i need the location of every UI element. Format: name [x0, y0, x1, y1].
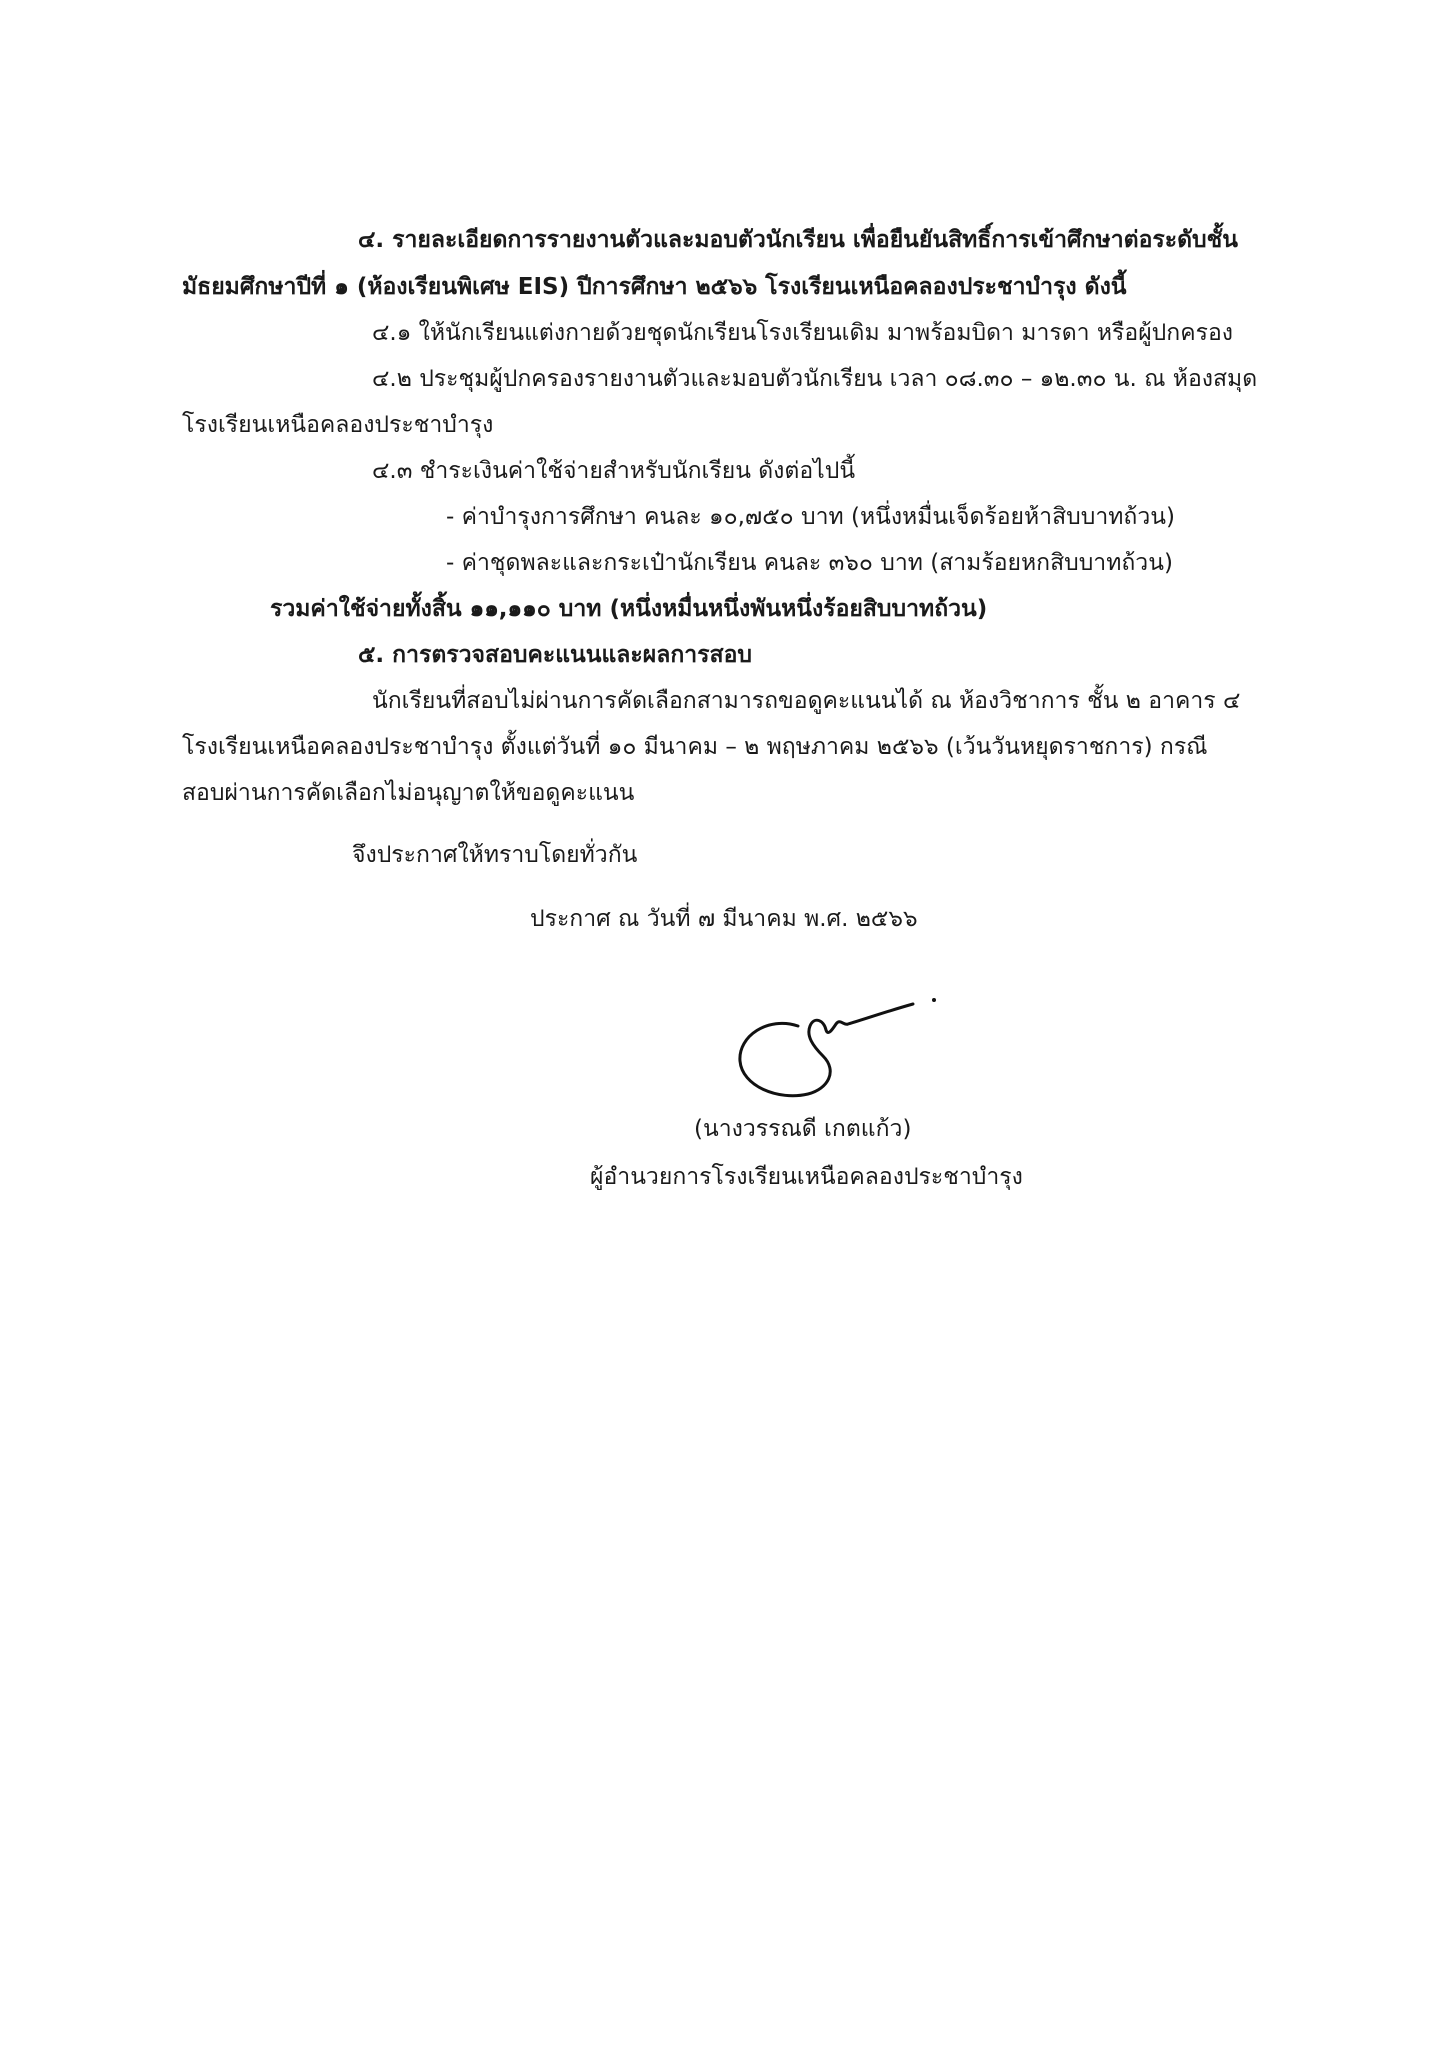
- item-4-2-line-1: ๔.๒ ประชุมผู้ปกครองรายงานตัวและมอบตัวนักเรียน เวลา ๐๘.๓๐ – ๑๒.๓๐ น. ณ ห้องสมุด: [372, 366, 1258, 392]
- signer-name: (นางวรรณดี เกตแก้ว): [694, 1116, 912, 1142]
- announcement: จึงประกาศให้ทราบโดยทั่วกัน: [352, 842, 638, 868]
- section-5-line-3: สอบผ่านการคัดเลือกไม่อนุญาตให้ขอดูคะแนน: [182, 780, 635, 806]
- fee-item-1: - ค่าบำรุงการศึกษา คนละ ๑๐,๗๕๐ บาท (หนึ่งหมื่นเจ็ดร้อยห้าสิบบาทถ้วน): [446, 504, 1175, 530]
- signature-image: [728, 996, 948, 1106]
- section-4-heading-line-1: ๔. รายละเอียดการรายงานตัวและมอบตัวนักเรียน เพื่อยืนยันสิทธิ์การเข้าศึกษาต่อระดับชั้น: [358, 227, 1238, 253]
- section-5-line-2: โรงเรียนเหนือคลองประชาบำรุง ตั้งแต่วันที่ ๑๐ มีนาคม – ๒ พฤษภาคม ๒๕๖๖ (เว้นวันหยุดราชการ) กรณี: [182, 734, 1208, 760]
- section-4-heading-line-2: มัธยมศึกษาปีที่ ๑ (ห้องเรียนพิเศษ EIS) ปีการศึกษา ๒๕๖๖ โรงเรียนเหนือคลองประชาบำรุง ดังนี้: [182, 274, 1127, 300]
- section-5-heading: ๕. การตรวจสอบคะแนนและผลการสอบ: [358, 642, 752, 668]
- fee-item-2: - ค่าชุดพละและกระเป๋านักเรียน คนละ ๓๖๐ บาท (สามร้อยหกสิบบาทถ้วน): [446, 550, 1173, 576]
- section-5-line-1: นักเรียนที่สอบไม่ผ่านการคัดเลือกสามารถขอดูคะแนนได้ ณ ห้องวิชาการ ชั้น ๒ อาคาร ๔: [372, 688, 1241, 714]
- signer-title: ผู้อำนวยการโรงเรียนเหนือคลองประชาบำรุง: [590, 1164, 1023, 1190]
- announcement-date: ประกาศ ณ วันที่ ๗ มีนาคม พ.ศ. ๒๕๖๖: [530, 906, 918, 932]
- total-cost: รวมค่าใช้จ่ายทั้งสิ้น ๑๑,๑๑๐ บาท (หนึ่งหมื่นหนึ่งพันหนึ่งร้อยสิบบาทถ้วน): [270, 596, 988, 622]
- item-4-1: ๔.๑ ให้นักเรียนแต่งกายด้วยชุดนักเรียนโรงเรียนเดิม มาพร้อมบิดา มารดา หรือผู้ปกครอง: [372, 320, 1233, 346]
- item-4-3: ๔.๓ ชำระเงินค่าใช้จ่ายสำหรับนักเรียน ดังต่อไปนี้: [372, 458, 856, 484]
- item-4-2-line-2: โรงเรียนเหนือคลองประชาบำรุง: [182, 412, 494, 438]
